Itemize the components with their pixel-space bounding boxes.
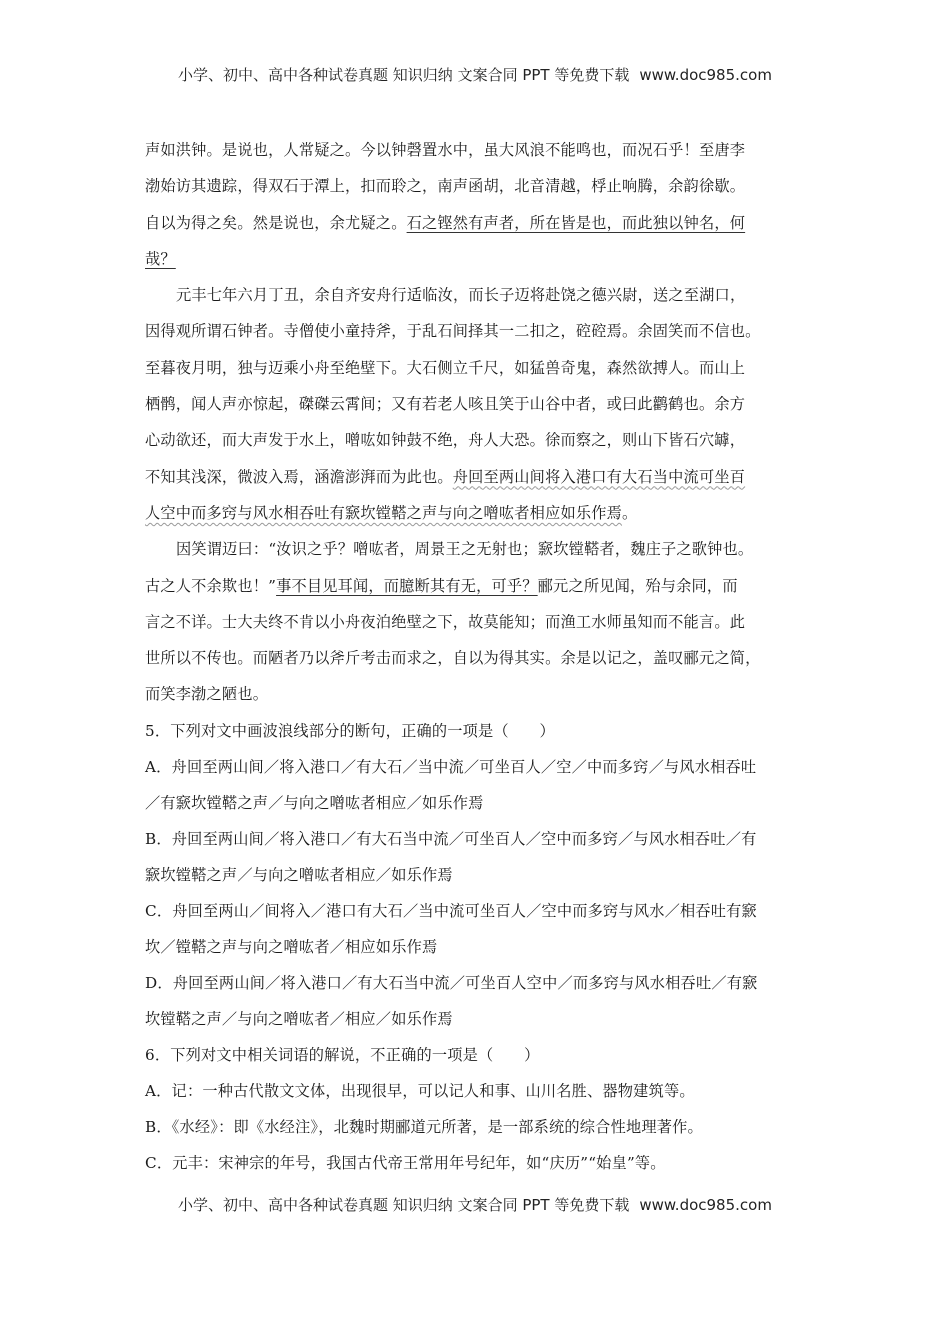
- text-span: 不知其浅深，微波入焉，涵澹澎湃而为此也。: [145, 467, 453, 486]
- passage-paragraph-2: [145, 277, 805, 531]
- question-stem: 5．下列对文中画波浪线部分的断句，正确的一项是（ ）: [145, 721, 555, 740]
- option-line: 窾坎镗鞳之声／与向之噌吰者相应／如乐作焉: [145, 865, 453, 884]
- option-line: 坎镗鞳之声／与向之噌吰者／相应／如乐作焉: [145, 1009, 453, 1028]
- text-line: 而笑李渤之陋也。: [145, 685, 269, 704]
- text-span: 自以为得之矣。然是说也，余尤疑之。: [145, 213, 407, 232]
- text-span: 郦元之所见闻，殆与余同，而: [537, 576, 738, 595]
- text-line: 声如洪钟。是说也，人常疑之。今以钟磬置水中，虽大风浪不能鸣也，而况石乎！至唐李: [145, 141, 746, 159]
- document-body: [145, 132, 805, 1181]
- text-span: 古之人不余欺也！”: [145, 576, 277, 595]
- option-line: B．舟回至两山间／将入港口／有大石当中流／可坐百人／空中而多窍／与风水相吞吐／有: [145, 829, 757, 848]
- question-5: [145, 713, 805, 1037]
- option-a: [145, 749, 805, 821]
- underlined-sentence: 事不目见耳闻，而臆断其有无，可乎？: [276, 576, 538, 595]
- text-line: 栖鹘，闻人声亦惊起，磔磔云霄间；又有若老人咳且笑于山谷中者，或曰此鹳鹤也。余方: [145, 395, 746, 414]
- text-line: [145, 241, 805, 277]
- underlined-sentence: 哉？: [145, 249, 176, 268]
- option-a: A．记：一种古代散文文体，出现很早，可以记人和事、山川名胜、器物建筑等。: [145, 1081, 695, 1100]
- option-line: C．舟回至两山／间将入／港口有大石／当中流可坐百人／空中而多窍与风水／相吞吐有窾: [145, 901, 757, 920]
- wavy-underlined-sentence: 舟回至两山间将入港口有大石当中流可坐百: [452, 467, 746, 486]
- text-line: 因笑谓迈曰：“汝识之乎？噌吰者，周景王之无射也；窾坎镗鞳者，魏庄子之歌钟也。: [176, 540, 754, 559]
- option-b: B．《水经》：即《水经注》，北魏时期郦道元所著，是一部系统的综合性地理著作。: [145, 1117, 703, 1136]
- underlined-sentence: 石之铿然有声者，所在皆是也，而此独以钟名，何: [406, 213, 746, 232]
- option-b: [145, 821, 805, 893]
- text-line: 言之不详。士大夫终不肯以小舟夜泊绝壁之下，故莫能知；而渔工水师虽知而不能言。此: [145, 612, 746, 631]
- option-line: ／有窾坎镗鞳之声／与向之噌吰者相应／如乐作焉: [145, 793, 484, 812]
- text-line: 至暮夜月明，独与迈乘小舟至绝壁下。大石侧立千尺，如猛兽奇鬼，森然欲搏人。而山上: [145, 358, 746, 377]
- text-line: [145, 205, 805, 241]
- option-c: C．元丰：宋神宗的年号，我国古代帝王常用年号纪年，如“庆历”“始皇”等。: [145, 1153, 666, 1172]
- text-line: [145, 568, 805, 604]
- text-line: [145, 459, 805, 495]
- text-line: 心动欲还，而大声发于水上，噌吰如钟鼓不绝，舟人大恐。徐而察之，则山下皆石穴罅，: [145, 431, 746, 450]
- header-url-link[interactable]: www.doc985.com: [639, 66, 772, 84]
- passage-paragraph-3: [145, 531, 805, 712]
- text-span: 。: [622, 503, 638, 522]
- footer-url-link[interactable]: www.doc985.com: [639, 1196, 772, 1214]
- question-stem: 6．下列对文中相关词语的解说，不正确的一项是（ ）: [145, 1045, 540, 1064]
- option-line: 坎／镗鞳之声与向之噌吰者／相应如乐作焉: [145, 937, 438, 956]
- page-header: [0, 64, 950, 85]
- option-line: D．舟回至两山间／将入港口／有大石当中流／可坐百人空中／而多窍与风水相吞吐／有窾: [145, 973, 758, 992]
- option-c: [145, 893, 805, 965]
- text-line: 元丰七年六月丁丑，余自齐安舟行适临汝，而长子迈将赴饶之德兴尉，送之至湖口，: [176, 286, 746, 305]
- text-line: [145, 495, 805, 531]
- text-line: 世所以不传也。而陋者乃以斧斤考击而求之，自以为得其实。余是以记之，盖叹郦元之简，: [145, 649, 761, 668]
- question-6: [145, 1037, 805, 1181]
- wavy-underlined-sentence: 人空中而多窍与风水相吞吐有窾坎镗鞳之声与向之噌吰者相应如乐作焉: [145, 503, 623, 522]
- passage-paragraph-1: [145, 132, 805, 277]
- footer-text: 小学、初中、高中各种试卷真题 知识归纳 文案合同 PPT 等免费下载: [178, 1196, 630, 1214]
- text-line: 因得观所谓石钟者。寺僧使小童持斧，于乱石间择其一二扣之，硿硿焉。余固笑而不信也。: [145, 322, 761, 341]
- text-line: 渤始访其遗踪，得双石于潭上，扣而聆之，南声函胡，北音清越，桴止响腾，余韵徐歇。: [145, 177, 746, 196]
- page-footer: [0, 1194, 950, 1215]
- header-text: 小学、初中、高中各种试卷真题 知识归纳 文案合同 PPT 等免费下载: [178, 66, 630, 84]
- option-line: A．舟回至两山间／将入港口／有大石／当中流／可坐百人／空／中而多窍／与风水相吞吐: [145, 757, 757, 776]
- option-d: [145, 965, 805, 1037]
